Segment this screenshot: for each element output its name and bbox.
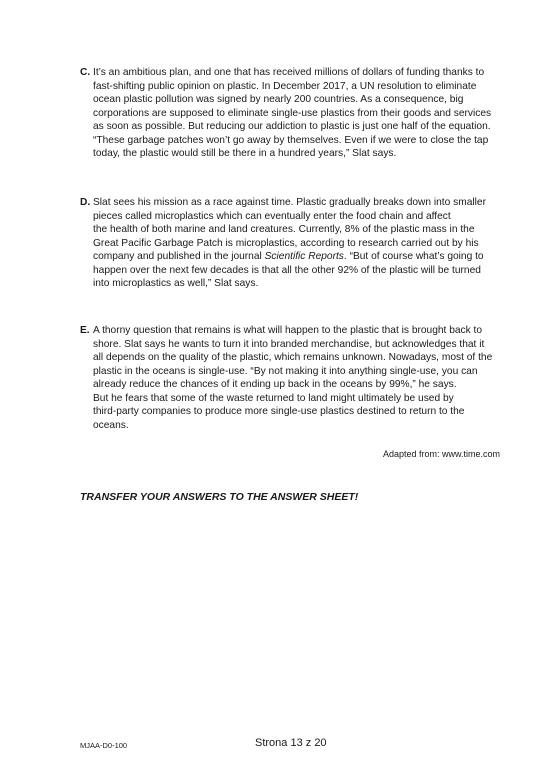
text-line: It’s an ambitious plan, and one that has received millions of dollars of funding thanks to [93, 67, 485, 78]
transfer-instruction: TRANSFER YOUR ANSWERS TO THE ANSWER SHEET! [80, 491, 359, 503]
text-line: Slat sees his mission as a race against time. Plastic gradually breaks down into smaller [93, 197, 486, 208]
paragraph-letter: C. [80, 67, 91, 78]
text-segment: company and published in the journal [93, 251, 262, 262]
text-line: happen over the next few decades is that all the other 92% of the plastic will be turned [93, 264, 481, 276]
exam-code: MJAA-D0-100 [80, 741, 128, 750]
text-line-with-journal [93, 250, 500, 264]
text-line: fast-shifting public opinion on plastic. In December 2017, a UN resolution to eliminate [93, 80, 477, 92]
page-number: Strona 13 z 20 [255, 737, 327, 749]
text-line: But he fears that some of the waste returned to land might ultimately be used by [93, 392, 454, 404]
text-segment: . “But of course what’s going to [343, 251, 484, 262]
paragraph-body [93, 66, 500, 161]
paragraph-letter: D. [80, 197, 91, 208]
paragraph-c [80, 66, 500, 161]
text-line: shore. Slat says he wants to turn it into branded merchandise, but acknowledges that it [93, 338, 485, 350]
text-line: Great Pacific Garbage Patch is microplastics, according to research carried out by his [93, 237, 479, 249]
text-line: the health of both marine and land creatures. Currently, 8% of the plastic mass in the [93, 224, 475, 235]
text-line: ocean plastic pollution was signed by nearly 200 countries. As a consequence, big [93, 94, 464, 105]
text-line: A thorny question that remains is what will happen to the plastic that is brought back to [93, 325, 483, 336]
paragraph-e [80, 324, 500, 432]
paragraph-letter: E. [80, 325, 90, 336]
text-line: pieces called microplastics which can eventually enter the food chain and affect [93, 210, 451, 222]
text-line: as soon as possible. But reducing our addiction to plastic is just one half of the equation. [93, 121, 491, 132]
text-line: corporations are supposed to eliminate single-use plastics from their goods and services [93, 107, 492, 119]
text-line: third-party companies to produce more single-use plastics destined to return to the [93, 406, 465, 417]
text-line: plastic in the oceans is single-use. “By not making it into anything single-use, you can [93, 365, 478, 377]
paragraph-body [93, 196, 500, 291]
paragraph-d [80, 196, 500, 291]
text-line: oceans. [93, 419, 129, 431]
text-line: all depends on the quality of the plastic, which remains unknown. Nowadays, most of the [93, 352, 493, 363]
journal-title: Scientific Reports [264, 251, 344, 262]
text-line: into microplastics as well,” Slat says. [93, 278, 259, 289]
source-attribution: Adapted from: www.time.com [382, 449, 500, 459]
paragraph-body [93, 324, 500, 432]
text-line: already reduce the chances of it ending up back in the oceans by 99%,” he says. [93, 379, 457, 390]
text-line: “These garbage patches won’t go away by themselves. Even if we were to close the tap [93, 134, 489, 146]
text-line: today, the plastic would still be there in a hundred years,” Slat says. [93, 148, 397, 159]
